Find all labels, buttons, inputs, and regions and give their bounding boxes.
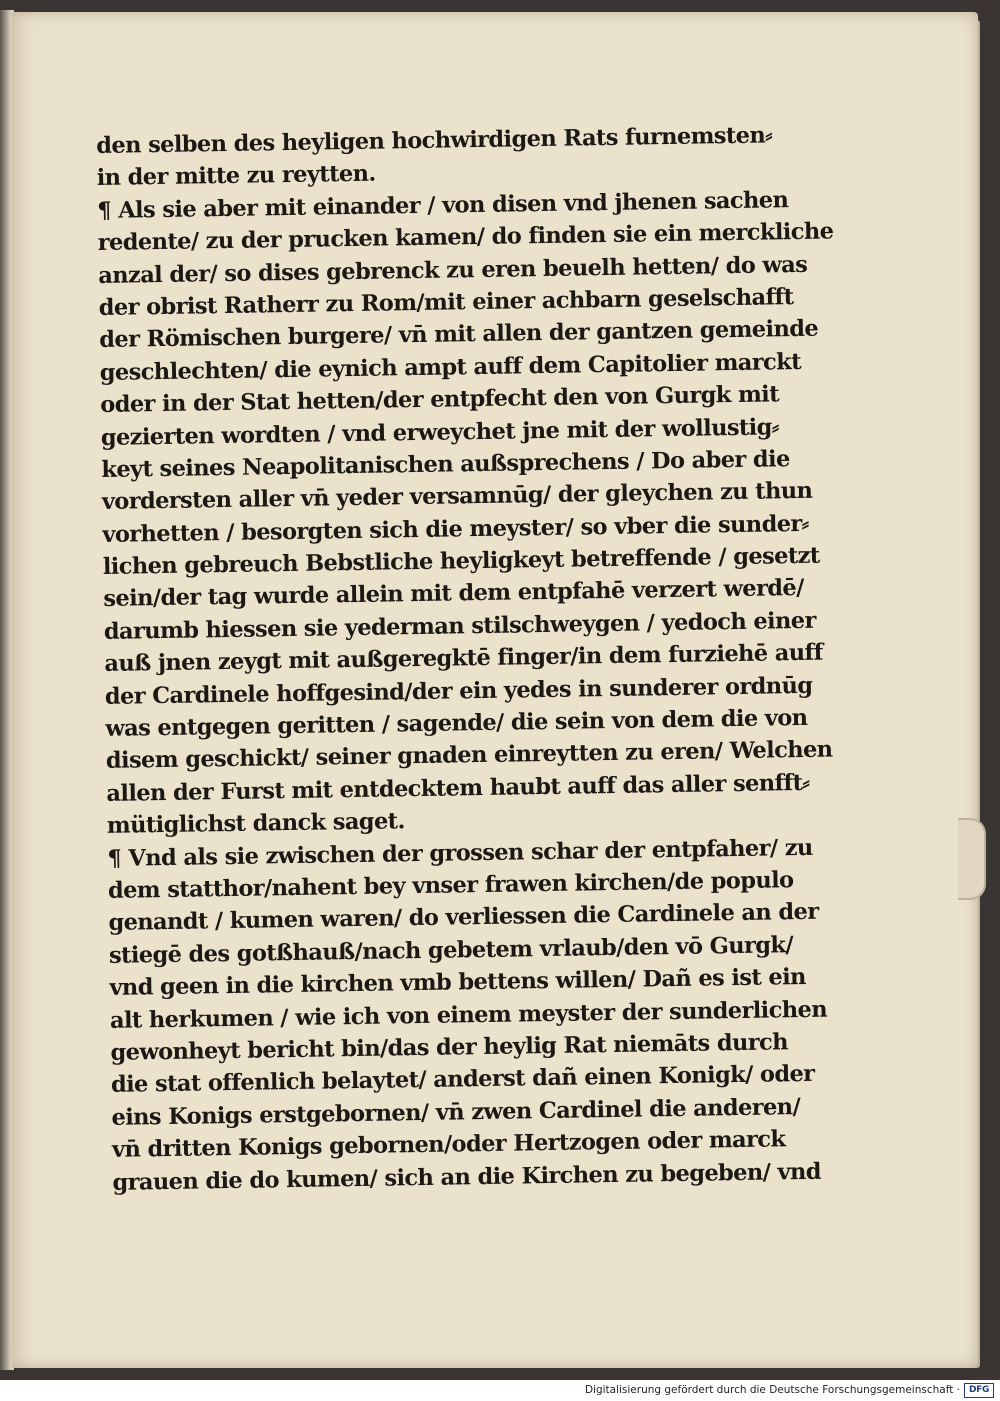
text-line: vordersten aller vn̄ yeder versamnūg/ der gleychen zu thun [101, 478, 813, 516]
text-line: genandt / kumen waren/ do verliessen die Cardinele an der [108, 899, 819, 937]
text-line: ¶ Vnd als sie zwischen der grossen schar der entpfaher/ zu [107, 834, 813, 872]
text-line: gezierten wordten / vnd erweychet jne mit der wollustig⸗ [100, 413, 779, 451]
text-line: vnd geen in die kirchen vmb bettens willen/ Dañ es ist ein [109, 964, 807, 1002]
text-line: ¶ Als sie aber mit einander / von disen vnd jhenen sachen [97, 186, 789, 224]
page-tab-notch [958, 818, 986, 900]
text-line: gewonheyt bericht bin/das der heylig Rat niemāts durch [110, 1029, 789, 1066]
text-line: der obrist Ratherr zu Rom/mit einer achbarn geselschafft [98, 284, 794, 321]
text-line: vn̄ dritten Konigs gebornen/oder Hertzogen oder marck [111, 1126, 786, 1163]
text-line: redente/ zu der prucken kamen/ do finden sie ein merckliche [97, 218, 834, 257]
page-text [96, 120, 834, 1199]
text-line: stiegē des gotßhauß/nach gebetem vrlaub/den vō Gurgk/ [108, 931, 794, 969]
text-line: der Römischen burgere/ vn̄ mit allen der gantzen gemeinde [99, 316, 819, 354]
text-line: lichen gebreuch Bebstliche heyligkeyt betreffende / gesetzt [102, 542, 820, 581]
text-line: grauen die do kumen/ sich an die Kirchen zu begeben/ vnd [112, 1158, 822, 1196]
text-line: in der mitte zu reytten. [96, 161, 376, 192]
text-line: oder in der Stat hetten/der entpfecht den von Gurgk mit [100, 381, 780, 419]
text-line: dem statthor/nahent bey vnser frawen kirchen/de populo [107, 867, 794, 904]
dfg-logo: DFG [964, 1383, 994, 1398]
text-line: allen der Furst mit entdecktem haubt auff das aller senfft⸗ [106, 769, 810, 807]
text-line: keyt seines Neapolitanischen außsprechens / Do aber die [101, 446, 790, 483]
text-line: der Cardinele hoffgesind/der ein yedes in sunderer ordnūg [104, 672, 813, 710]
text-line: eins Konigs erstgebornen/ vn̄ zwen Cardinel die anderen/ [111, 1093, 801, 1131]
text-line: darumb hiessen sie yederman stilschweygen / yedoch einer [103, 607, 816, 645]
text-line: vorhetten / besorgten sich die meyster/ so vber die sunder⸗ [102, 510, 809, 548]
text-line: mütiglichst danck saget. [106, 808, 405, 840]
text-line: alt herkumen / wie ich von einem meyster der sunderlichen [109, 996, 828, 1034]
text-line: auß jnen zeygt mit außgeregktē finger/in dem furziehē auff [104, 639, 823, 678]
text-line: anzal der/ so dises gebrenck zu eren beuelh hetten/ do was [98, 251, 808, 289]
footer-bar [0, 1380, 1000, 1401]
text-line: was entgegen geritten / sagende/ die sein von dem die von [105, 704, 808, 742]
text-line: sein/der tag wurde allein mit dem entpfahē verzert werdē/ [103, 575, 804, 613]
funding-notice: Digitalisierung gefördert durch die Deutsche Forschungsgemeinschaft · [584, 1384, 960, 1396]
text-line: die stat offenlich belaytet/ anderst dañ einen Konigk/ oder [110, 1061, 815, 1099]
text-line: den selben des heyligen hochwirdigen Rats furnemsten⸗ [96, 122, 773, 159]
text-line: disem geschickt/ seiner gnaden einreytten zu eren/ Welchen [105, 736, 833, 775]
text-line: geschlechten/ die eynich ampt auff dem Capitolier marckt [99, 348, 802, 386]
